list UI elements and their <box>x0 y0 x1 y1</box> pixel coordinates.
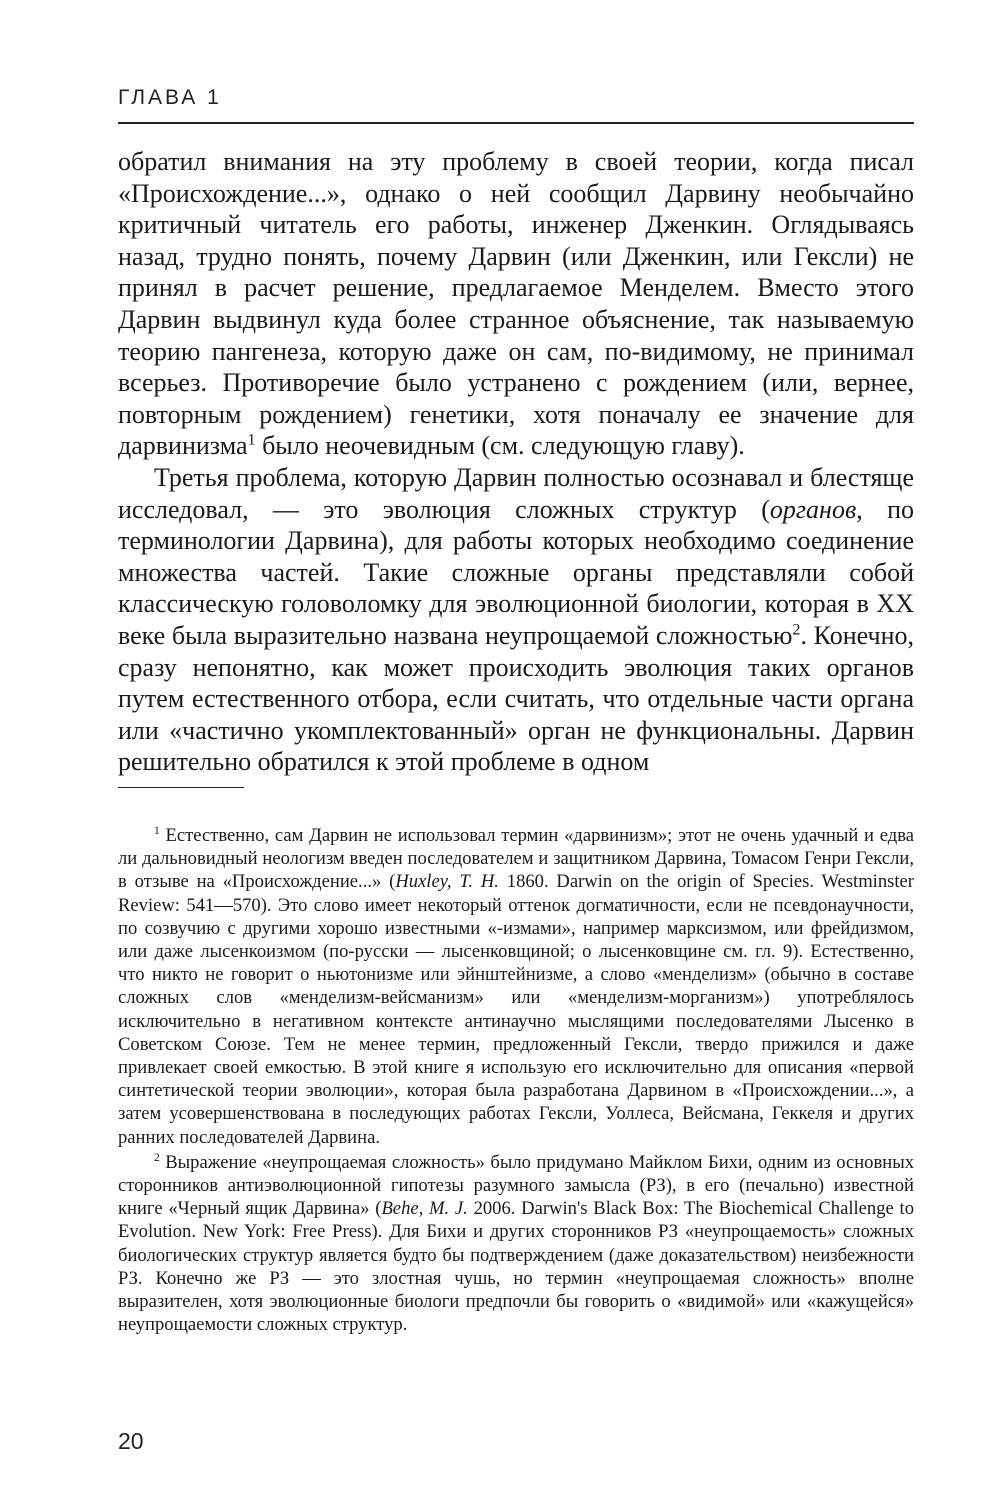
citation-author: Behe, M. J. <box>381 1198 468 1220</box>
emphasis-organs: органов <box>769 494 857 524</box>
footnote-separator <box>118 787 244 788</box>
header-rule <box>118 122 914 124</box>
footnote-number-1: 1 <box>154 824 160 837</box>
footnote-1: $^1$ Естественно, сам Дарвин не использовал термин «дарвинизм»; этот не очень удачный и едва ли дальновидный неологизм введен последователем и защитником Дарвина, Томасом Генри Гексли, в отзыве на «Происхождение...» (Huxley, T. H. 1860. Darwin on the origin of Species. Westminster Review: 541—570). Это слово имеет некоторый оттенок догматичности, если не псевдонаучности, по созвучию с другими хорошо известными «-измами», например марксизмом, или фрейдизмом, или даже лысенкоизмом (по-русски — лысенковщиной; о лысенковщине см. гл. 9). Естественно, что никто не говорит о ньютонизме или эйнштейнизме, а слово «менделизм» (обычно в составе сложных слов «менделизм-вейсманизм» или «менделизм-морганизм») употреблялось исключительно в негативном контексте антинаучно мыслящими последователями Лысенко в Советском Союзе. Тем не менее термин, предложенный Гексли, твердо прижился и даже привлекает своей емкостью. В этой книге я использую его исключительно для описания «первой синтетической теории эволюции», которая была разработана Дарвином в «Происхождении...», а затем усовершенствована в последующих работах Гексли, Уоллеса, Вейсмана, Геккеля и других ранних последователей Дарвина. <box>118 824 914 1148</box>
citation-author: Huxley, T. H. <box>395 871 499 893</box>
paragraph-1: обратил внимания на эту проблему в своей теории, когда писал «Происхождение...», однако о ней сообщил Дарвину необычайно критичный читатель его работы, инженер Дженкин. Оглядываясь назад, трудно понять, почему Дарвин (или Дженкин, или Гексли) не принял в расчет решение, предлагаемое Менделем. Вместо этого Дарвин выдвинул куда более странное объяснение, так называемую теорию пангенеза, которую даже он сам, по-видимому, не принимал всерьез. Противоречие было устранено с рождением (или, вернее, повторным рождением) генетики, хотя поначалу ее значение для дарвинизма$^1$ было неочевидным (см. следующую главу). <box>118 147 914 461</box>
page-number: 20 <box>118 1428 144 1454</box>
main-text <box>118 146 914 778</box>
footnote-ref-1: 1 <box>247 431 256 449</box>
footnote-number-2: 2 <box>154 1151 160 1164</box>
footnote-ref-2: 2 <box>792 621 801 639</box>
running-header: ГЛАВА 1 <box>118 86 222 109</box>
footnote-2: $^2$ Выражение «неупрощаемая сложность» было придумано Майклом Бихи, одним из основных сторонников антиэволюционной гипотезы разумного замысла (РЗ), в его (печально) известной книге «Черный ящик Дарвина» (Behe, M. J. 2006. Darwin's Black Box: The Biochemical Challenge to Evolution. New York: Free Press). Для Бихи и других сторонников РЗ «неупрощаемость» сложных биологических структур является будто бы подтверждением (даже доказательством) неизбежности РЗ. Конечно же РЗ — это злостная чушь, но термин «неупрощаемая сложность» вполне выразителен, хотя эволюционные биологи предпочли бы говорить о «видимой» или «кажущейся» неупрощаемости сложных структур. <box>118 1151 915 1336</box>
paragraph-2: Третья проблема, которую Дарвин полностью осознавал и блестяще исследовал, — это эволюция сложных структур (органов, по терминологии Дарвина), для работы которых необходимо соединение множества частей. Такие сложные органы представляли собой классическую головоломку для эволюционной биологии, которая в XX веке была выразительно названа неупрощаемой сложностью$^2$. Конечно, сразу непонятно, как может происходить эволюция таких органов путем естественного отбора, если считать, что отдельные части органа или «частично укомплектованный» орган не функциональны. Дарвин решительно обратился к этой проблеме в одном <box>118 462 915 777</box>
footnotes <box>118 824 914 1336</box>
